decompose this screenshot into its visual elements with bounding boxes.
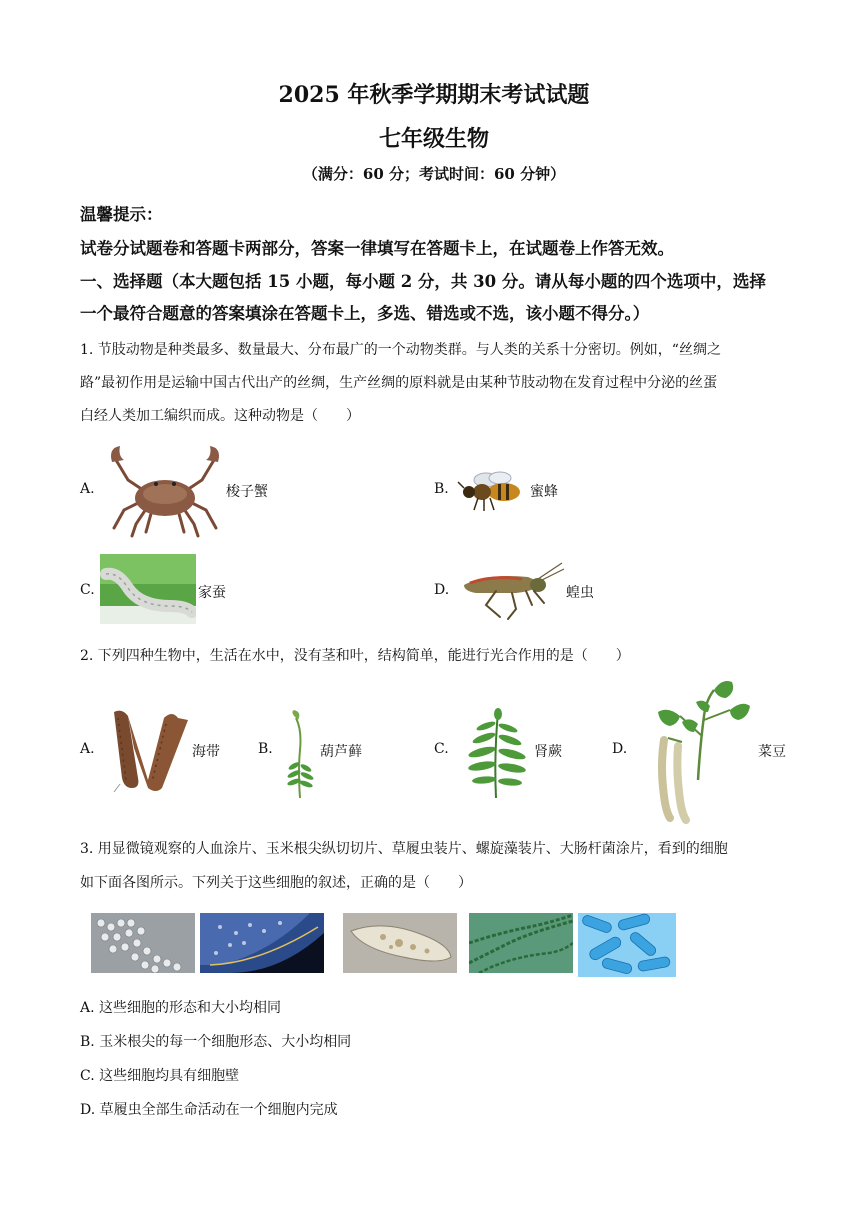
- q2-option-b-label: 葫芦藓: [320, 744, 362, 760]
- q2-option-c-letter: C.: [434, 741, 449, 757]
- q3-option-a: A. 这些细胞的形态和大小均相同: [80, 1000, 282, 1016]
- q1-option-a-letter: A.: [80, 481, 95, 497]
- exam-subject: 七年级生物: [378, 126, 489, 152]
- q2-option-d-letter: D.: [612, 741, 628, 757]
- section1-line1: 一、选择题（本大题包括 15 小题，每小题 2 分，共 30 分。请从每小题的四个选项中，选择: [80, 272, 766, 291]
- q3-line-2: 如下面各图所示。下列关于这些细胞的叙述，正确的是（ ）: [80, 875, 472, 891]
- bean-plant-icon: [642, 676, 754, 824]
- paramecium-icon: [343, 913, 457, 973]
- root-tip-icon: [200, 913, 324, 973]
- q1-option-b-label: 蜜蜂: [530, 484, 558, 500]
- q2-option-d-label: 菜豆: [758, 744, 786, 760]
- notice-text: 试卷分试题卷和答题卡两部分，答案一律填写在答题卡上，在试题卷上作答无效。: [80, 239, 674, 258]
- q1-option-c-label: 家蚕: [198, 585, 226, 601]
- q2-option-a-letter: A.: [80, 741, 95, 757]
- q3-option-b: B. 玉米根尖的每一个细胞形态、大小均相同: [80, 1034, 352, 1050]
- q1-option-d-label: 蝗虫: [566, 585, 594, 601]
- spirulina-icon: [469, 913, 573, 973]
- moss-icon: [282, 710, 318, 800]
- q1-line-3: 白经人类加工编织而成。这种动物是（ ）: [80, 408, 360, 424]
- section1-line2: 一个最符合题意的答案填涂在答题卡上，多选、错选或不选，该小题不得分。）: [80, 304, 650, 323]
- exam-title: 2025 年秋季学期期末考试试题: [278, 82, 590, 108]
- exam-meta: （满分：60 分；考试时间：60 分钟）: [302, 165, 566, 183]
- q1-line-1: 1. 节肢动物是种类最多、数量最大、分布最广的一个动物类群。与人类的关系十分密切。例如，“丝绸之: [80, 342, 721, 358]
- q2-option-b-letter: B.: [258, 741, 273, 757]
- q3-option-d: D. 草履虫全部生命活动在一个细胞内完成: [80, 1102, 338, 1118]
- fern-icon: [462, 706, 528, 800]
- q3-line-1: 3. 用显微镜观察的人血涂片、玉米根尖纵切切片、草履虫装片、螺旋藻装片、大肠杆菌涂片，看到的细胞: [80, 841, 728, 857]
- locust-icon: [456, 561, 566, 623]
- silkworm-icon: [100, 554, 196, 624]
- q2-option-c-label: 肾蕨: [534, 744, 562, 760]
- blood-cells-icon: [91, 913, 195, 973]
- q1-option-c-letter: C.: [80, 582, 95, 598]
- q1-option-b-letter: B.: [434, 481, 449, 497]
- kelp-icon: [104, 708, 192, 796]
- q1-option-d-letter: D.: [434, 582, 450, 598]
- ecoli-icon: [578, 913, 676, 977]
- notice-heading: 温馨提示：: [80, 205, 163, 224]
- q3-option-c: C. 这些细胞均具有细胞壁: [80, 1068, 240, 1084]
- crab-icon: [106, 440, 224, 540]
- q1-line-2: 路”最初作用是运输中国古代出产的丝绸，生产丝绸的原料就是由某种节肢动物在发育过程中分泌的丝蛋: [80, 375, 718, 391]
- bee-icon: [456, 468, 524, 512]
- q2-stem: 2. 下列四种生物中，生活在水中，没有茎和叶，结构简单，能进行光合作用的是（ ）: [80, 648, 630, 664]
- q2-option-a-label: 海带: [192, 744, 220, 760]
- q1-option-a-label: 梭子蟹: [226, 484, 268, 500]
